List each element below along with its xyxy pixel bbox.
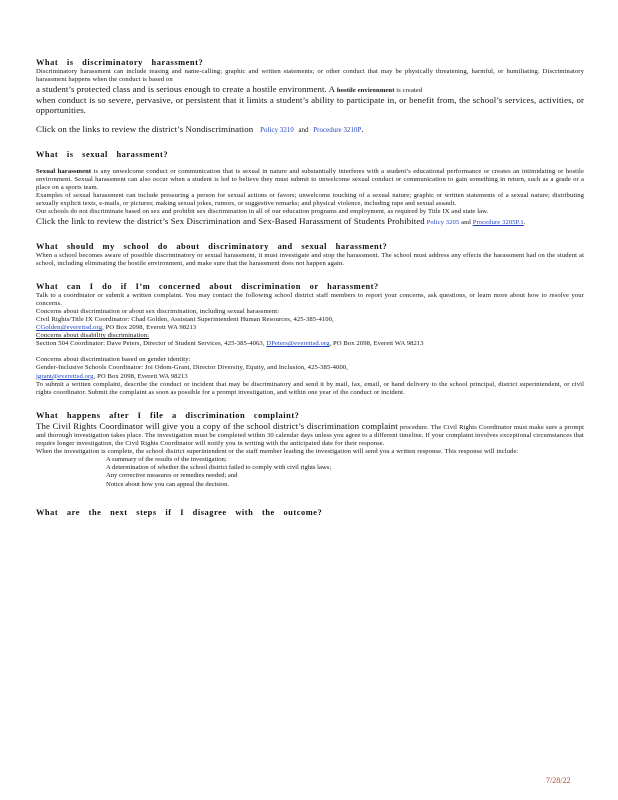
paragraph: Our schools do not discriminate based on sex and prohibit sex discrimination in all of our education programs and employment, as required by Title IX and state law. [36,208,489,216]
paragraph: When a school becomes aware of possible discriminatory or sexual harassment, it must investigate and stop the harassment. The school must address any effects the harassment had on the student at school, including eliminating the hostile environment, and make sure that the harassment does not happen again. [36,251,584,267]
paragraph: Section 504 Coordinator: Dave Peters, Director of Student Services, 425-385-4063, DPeters@everettsd.org, PO Box 2098, Everett WA 98213 [36,340,424,348]
policy-3210-link[interactable]: Policy 3210 [260,126,294,134]
heading-discriminatory-harassment: What is discriminatory harassment? [36,58,204,67]
paragraph: Discriminatory harassment can include teasing and name-calling; graphic and written statements; or other conduct that may be physically threatening, harmful, or humiliating. Discriminatory harassment happens when the conduct is based on [36,68,584,84]
paragraph: Talk to a coordinator or submit a written complaint. You may contact the following school district staff members to report your concerns, ask questions, or learn more about how to resolve your concerns. [36,291,584,307]
nondiscrimination-links: Click on the links to review the district’s Nondiscrimination Policy 3210 and Procedure 3210P. [36,123,364,134]
procedure-3205p1-link[interactable]: Procedure 3205P.1 [472,219,524,227]
cgolden-email-link[interactable]: CGolden@everettsd.org [36,324,103,332]
sex-discrimination-links: Click the link to review the district’s Sex Discrimination and Sex-Based Harassment of Students Prohibited Policy 3205 and Procedure 3205P.1. [36,216,526,227]
paragraph: jgrant@everettsd.org, PO Box 2098, Everett WA 98213 [36,372,188,380]
heading-sexual-harassment: What is sexual harassment? [36,149,169,159]
footer-date: 7/28/22 [546,776,571,785]
paragraph: The Civil Rights Coordinator will give you a copy of the school district’s discrimination complaint procedure. The Civil Rights Coordinator must make sure a prompt and thorough investigation takes place. The investigation must be completed within 30 calendar days unless you agree to a different timeline. If your complaint involves exceptional circumstances that require longer investigation, the Civil Rights Coordinator will notify you in writing with the anticipated date for their response. [36,420,585,448]
paragraph: a student’s protected class and is serious enough to create a hostile environment. A hostile environment is created [36,84,423,95]
paragraph: when conduct is so severe, pervasive, or persistent that it limits a student’s ability to participate in, or benefit from, the school’s services, activities, or opportunities. [36,95,584,116]
policy-3205-link[interactable]: Policy 3205 [426,219,460,227]
document-body [36,58,584,518]
paragraph: Concerns about discrimination based on gender identity: [36,356,191,364]
paragraph: To submit a written complaint, describe the conduct or incident that may be discriminatory and send it by mail, fax, email, or hand delivery to the school principal, district superintendent, or civil rights coordinator. Submit the complaint as soon as possible for a prompt investigation, and within one year of the conduct or incident. [36,380,584,396]
heading-next-steps: What are the next steps if I disagree with the outcome? [36,507,323,517]
paragraph: Concerns about discrimination or about sex discrimination, including sexual harassment: [36,307,280,315]
heading-concerns: What can I do if I’m concerned about discrimination or harassment? [36,281,379,291]
dpeters-email-link[interactable]: DPeters@everettsd.org [266,340,330,348]
list-item: Any corrective measures or remedies needed; and [106,472,238,480]
list-item: A summary of the results of the investigation; [106,456,227,464]
paragraph: Concerns about disability discrimination: [36,332,150,340]
procedure-3210p-link[interactable]: Procedure 3210P [313,126,362,134]
paragraph: Sexual harassment is any unwelcome conduct or communication that is sexual in nature and substantially interferes with a student’s educational performance or creates an intimidating or hostile environment. Sexual harassment can also occur when a student is led to believe they must submit to unwelcome sexual conduct or communication to gain something in return, such as a grade or a place on a sports team. [36,167,585,192]
paragraph: Civil Rights/Title IX Coordinator: Chad Golden, Assistant Superintendent Human Resources, 425-385-4100, [36,316,334,324]
heading-school-response: What should my school do about discriminatory and sexual harassment? [36,241,388,251]
paragraph: Examples of sexual harassment can include pressuring a person for sexual actions or favors; unwelcome touching of a sexual nature; graphic or written statements of a sexual nature; distributing sexually explicit texts, e-mails, or pictures; making sexual jokes, rumors, or suggestive remarks; and physical violence, including rape and sexual assault. [36,192,584,208]
jgrant-email-link[interactable]: jgrant@everettsd.org [36,372,94,380]
list-item: Notice about how you can appeal the decision. [106,480,230,488]
heading-after-complaint: What happens after I file a discrimination complaint? [36,410,300,420]
paragraph: Gender-Inclusive Schools Coordinator: Joi Odom-Grant, Director Diversity, Equity, and Inclusion, 425-385-4000, [36,364,348,372]
paragraph: CGolden@everettsd.org, PO Box 2098, Everett WA 98213 [36,324,197,332]
paragraph: When the investigation is complete, the school district superintendent or the staff member leading the investigation will send you a written response. This response will include: [36,448,519,456]
list-item: A determination of whether the school district failed to comply with civil rights laws; [106,464,332,472]
